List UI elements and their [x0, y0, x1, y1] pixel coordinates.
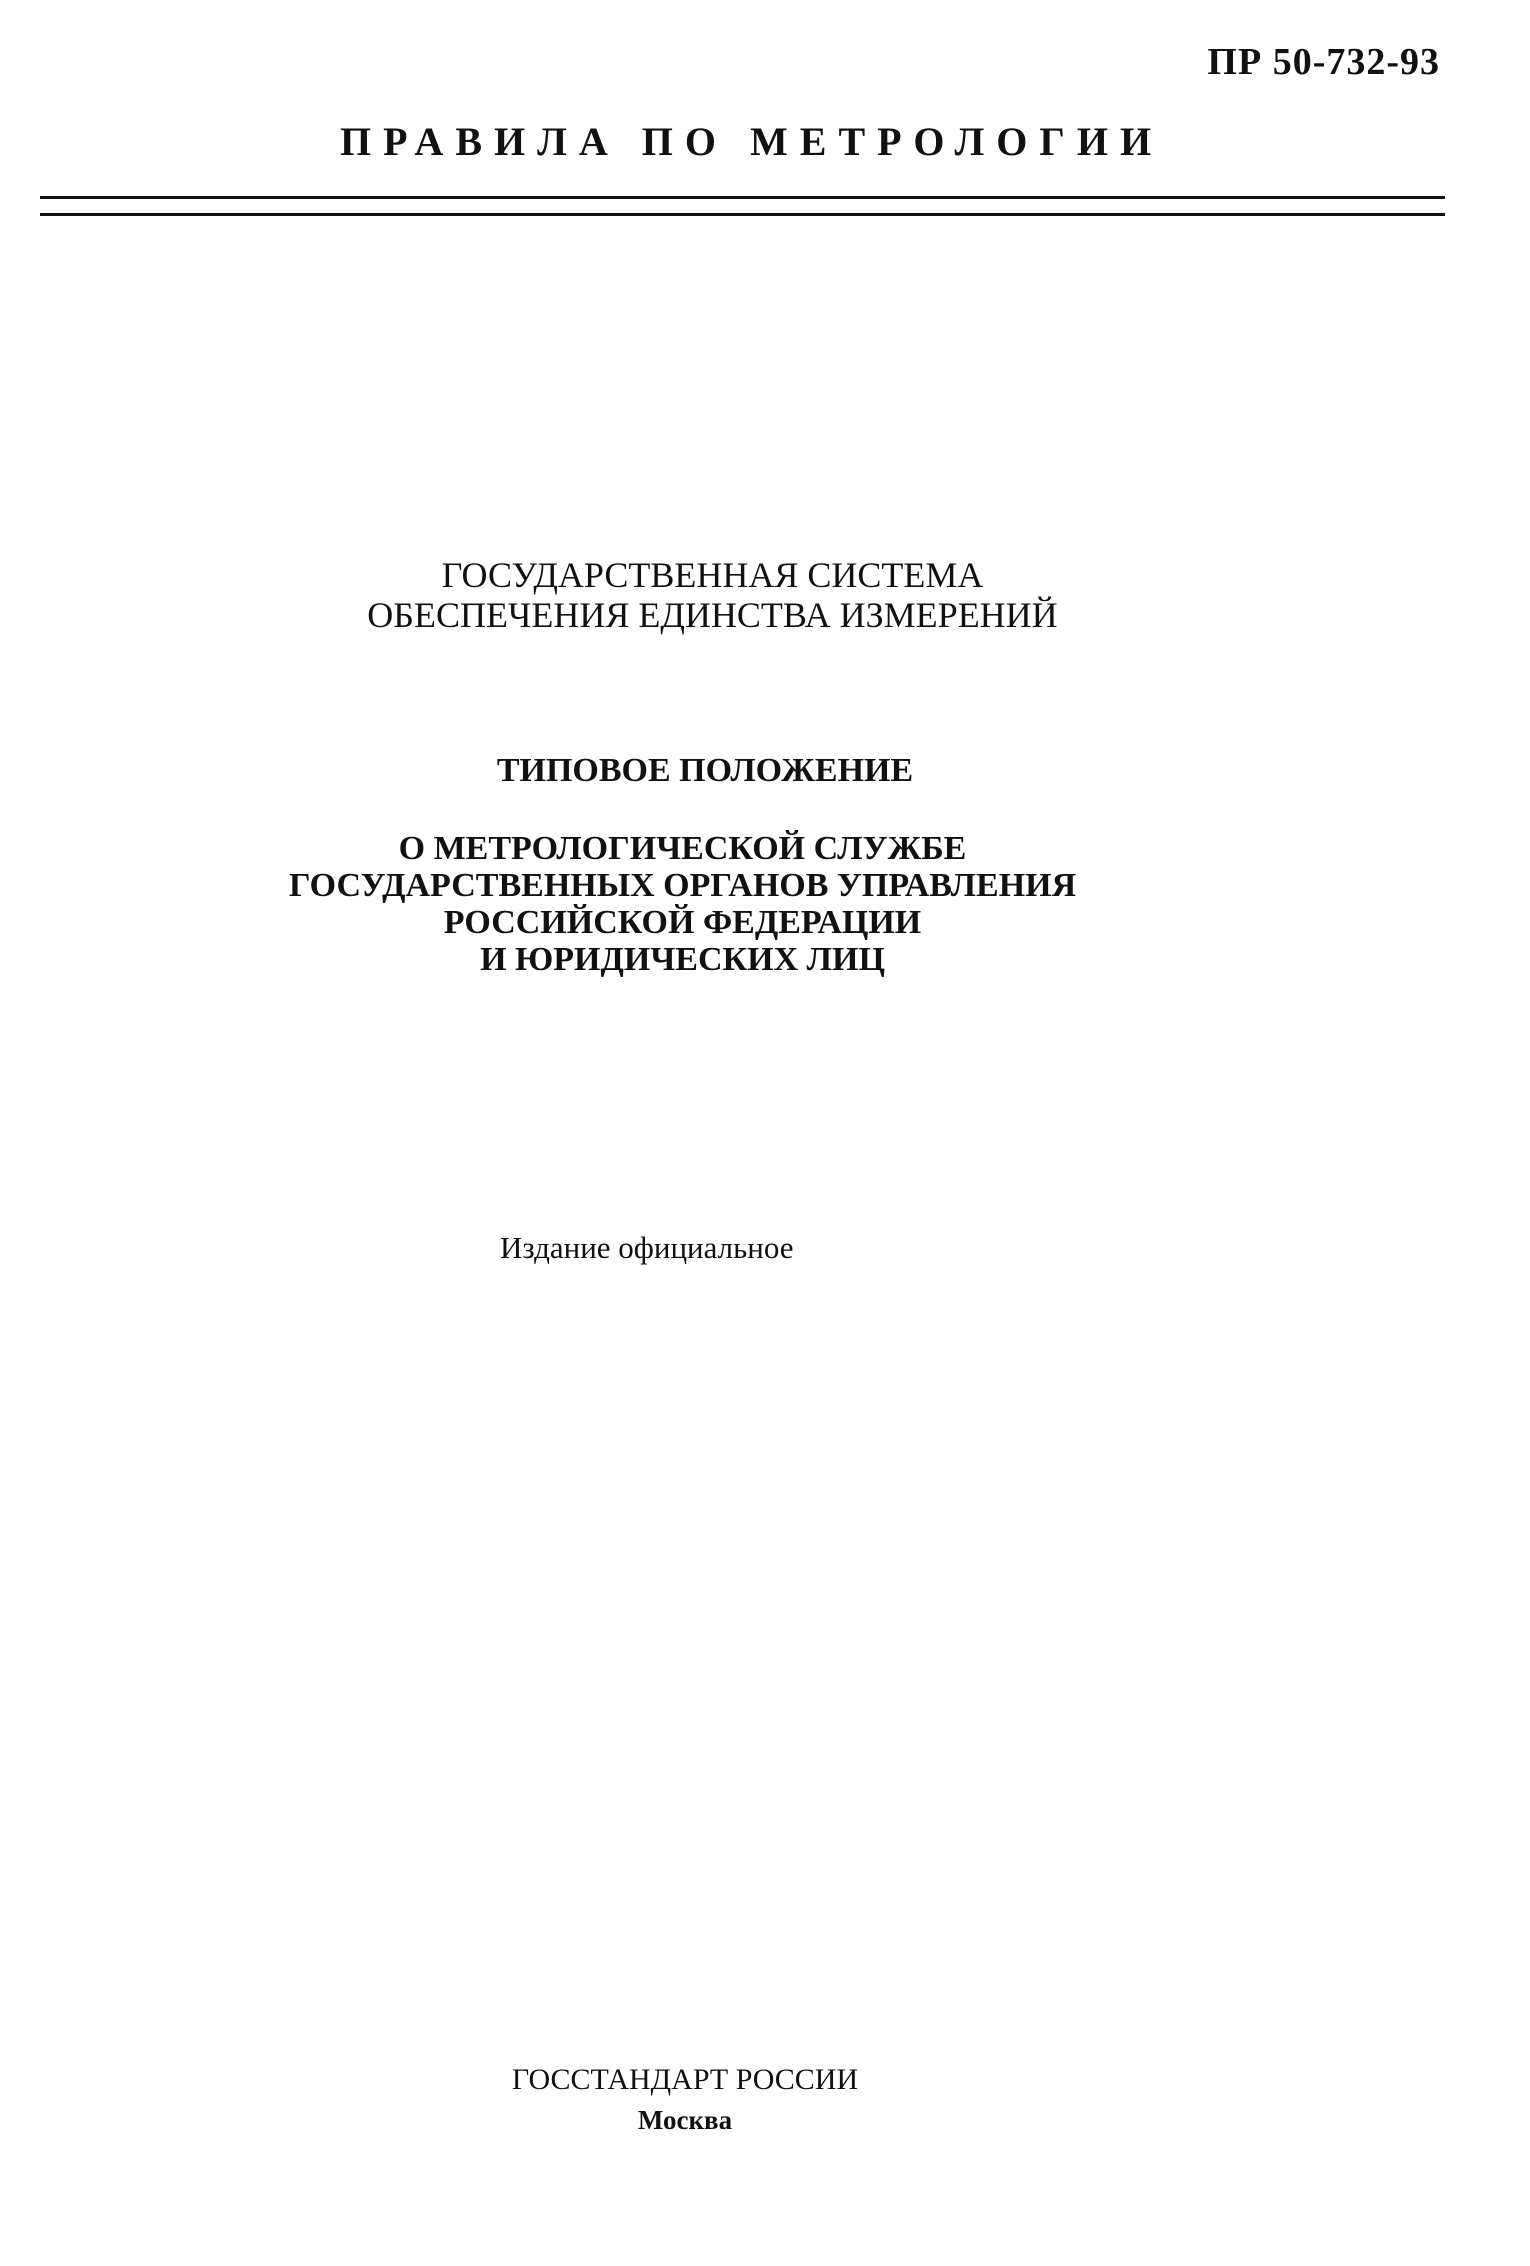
document-type-title: ТИПОВОЕ ПОЛОЖЕНИЕ [496, 752, 914, 789]
publisher-city: Москва [637, 2105, 733, 2135]
document-subject-title [215, 830, 1150, 978]
series-title: ПРАВИЛА ПО МЕТРОЛОГИИ [340, 119, 1164, 164]
subject-line-1: О МЕТРОЛОГИЧЕСКОЙ СЛУЖБЕ [398, 830, 967, 867]
document-code: ПР 50-732-93 [1207, 41, 1440, 83]
system-title-line-2: ОБЕСПЕЧЕНИЯ ЕДИНСТВА ИЗМЕРЕНИЙ [367, 595, 1058, 635]
publisher-block [455, 2060, 915, 2140]
edition-label: Издание официальное [500, 1230, 794, 1265]
subject-line-2: ГОСУДАРСТВЕННЫХ ОРГАНОВ УПРАВЛЕНИЯ [288, 867, 1077, 904]
system-title [325, 555, 1100, 635]
publisher-name: ГОССТАНДАРТ РОССИИ [511, 2063, 859, 2096]
subject-line-3: РОССИЙСКОЙ ФЕДЕРАЦИИ [443, 904, 922, 941]
system-title-line-1: ГОСУДАРСТВЕННАЯ СИСТЕМА [441, 555, 984, 595]
subject-line-4: И ЮРИДИЧЕСКИХ ЛИЦ [480, 941, 885, 978]
header-divider-bottom [40, 213, 1445, 216]
header-divider-top [40, 196, 1445, 199]
